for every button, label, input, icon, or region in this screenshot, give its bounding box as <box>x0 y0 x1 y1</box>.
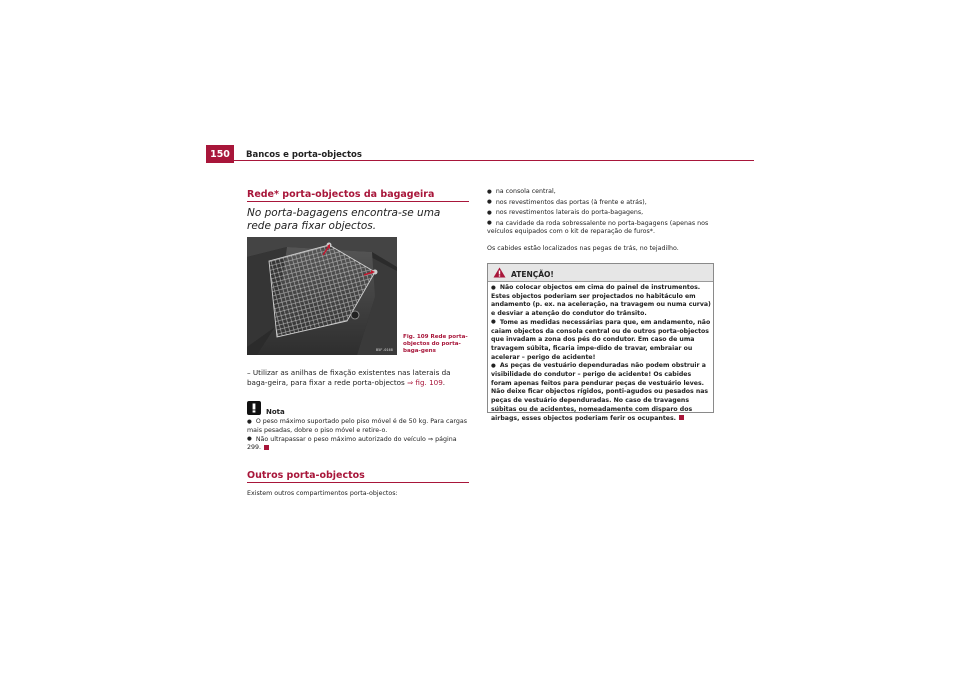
section-heading-luggage-net: Rede* porta-objectos da bagageira <box>247 189 435 200</box>
instruction-step <box>247 368 469 388</box>
warning-item: ● Não colocar objectos em cima do painel de instrumentos. Estes objectos poderiam ser projectados no habitáculo em andamento (p. ex. na aceleração, na travagem ou numa curva) e desviar a atenção do condutor do trânsito. <box>491 284 711 319</box>
warning-header <box>488 264 713 282</box>
warning-box <box>487 263 714 422</box>
section-rule <box>247 201 469 202</box>
header-rule <box>234 160 754 161</box>
warning-item: ● As peças de vestuário dependuradas não podem obstruir a visibilidade do condutor – perigo de acidente! Os cabides foram apenas feitos para pendurar peças de vestuário leves. Não deixe ficar objectos rígidos, ponti-agudos ou pesados nas peças de vestuário dependuradas. No caso de travagens súbitas ou de acidentes, nomeadamente com disparo dos airbags, esses objectos poderiam ferir os ocupantes. <box>491 362 711 423</box>
warning-title: ATENÇÃO! <box>511 270 554 279</box>
storage-item: ● na cavidade da roda sobressalente no porta-bagagens (apenas nos veículos equipados com o kit de reparação de furos*. <box>487 219 712 238</box>
note-item: ● O peso máximo suportado pelo piso móvel é de 50 kg. Para cargas mais pesadas, dobre o piso móvel e retire-o. <box>247 418 469 436</box>
storage-item: ● nos revestimentos laterais do porta-bagagens, <box>487 208 712 219</box>
storage-list <box>487 187 712 237</box>
luggage-net-photo <box>247 237 397 355</box>
instruction-step-end: . <box>442 378 446 387</box>
section-intro: No porta-bagagens encontra-se uma rede para fixar objectos. <box>247 207 441 232</box>
header-title: Bancos e porta-objectos <box>246 150 362 160</box>
section-rule <box>247 482 469 483</box>
figure-caption-text: Rede porta-objectos do porta-baga-gens <box>403 334 468 354</box>
photo-code: B5F-0168 <box>376 348 393 352</box>
note-list <box>247 418 469 453</box>
warning-triangle-icon <box>493 267 506 278</box>
warning-body <box>491 284 711 423</box>
figure-caption-prefix: Fig. 109 <box>403 334 429 340</box>
luggage-net-illustration <box>247 237 397 355</box>
end-mark-icon <box>679 415 684 420</box>
figure-caption <box>403 334 469 355</box>
storage-item: ● nos revestimentos das portas (à frente e atrás), <box>487 198 712 209</box>
end-mark-icon <box>264 445 269 450</box>
page-number: 150 <box>206 145 234 163</box>
note-item: ● Não ultrapassar o peso máximo autorizado do veículo ⇒ página 299. <box>247 436 469 454</box>
hooks-text: Os cabides estão localizados nas pegas de trás, no tejadilho. <box>487 245 679 252</box>
instruction-step-text: – Utilizar as anilhas de fixação existentes nas laterais da baga-geira, para fixar a rede porta-objectos <box>247 368 451 387</box>
storage-item: ● na consola central, <box>487 187 712 198</box>
section2-intro: Existem outros compartimentos porta-objectos: <box>247 490 398 497</box>
section-heading-other-storage: Outros porta-objectos <box>247 470 365 481</box>
note-label: Nota <box>266 408 285 416</box>
figure-reference-link[interactable]: ⇒ fig. 109 <box>407 378 443 387</box>
warning-item: ● Tome as medidas necessárias para que, em andamento, não caiam objectos da consola central ou de outros porta-objectos que invadam a zona dos pés do condutor. Em caso de uma travagem súbita, ficaria impe-dido de travar, embraiar ou acelerar – perigo de acidente! <box>491 319 711 363</box>
note-icon <box>247 401 261 415</box>
